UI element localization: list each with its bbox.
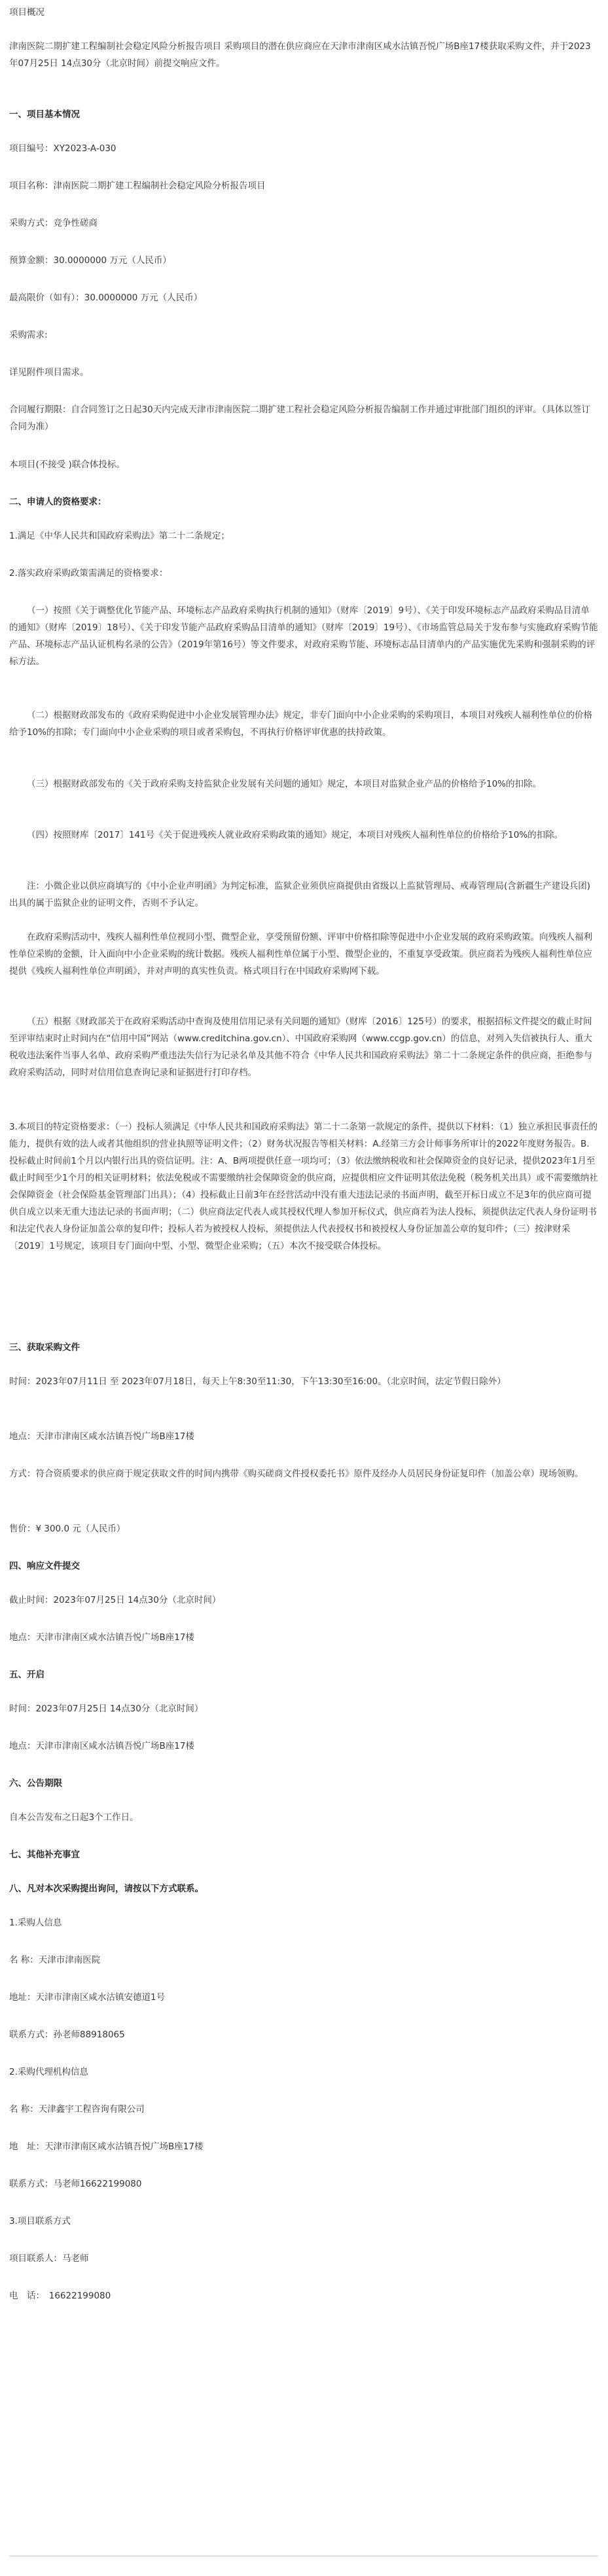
submission-place: 地点：天津市津南区咸水沽镇吾悦广场B座17楼 bbox=[9, 1632, 194, 1643]
opening-time: 时间：2023年07月25日 14点30分（北京时间） bbox=[9, 1704, 204, 1714]
section-4-title: 四、响应文件提交 bbox=[9, 1561, 80, 1571]
contract-period: 合同履行期限：自合同签订之日起30天内完成天津市津南医院二期扩建工程社会稳定风险分析报告编制工作并通过审批部门组织的评审。（具体以签订合同为准） bbox=[9, 404, 590, 432]
policy-paragraph-1: （一）按照《关于调整优化节能产品、环境标志产品政府采购执行机制的通知》（财库〔2019〕9号）、《关于印发环境标志产品政府采购品目清单的通知》（财库〔2019〕18号）、《关于印发节能产品政府采购品目清单的通知》（财库〔2019〕19号）、《市场监管总局关于发布参与实施政府采购节能产品、环境标志产品认证机构名录的公告》（2019年第16号）等文件要求，对政府采购节能、环境标志品目清单内的产品实施优先采购和强制采购的评标方法。 bbox=[9, 605, 598, 667]
purchaser-address: 地址：天津市津南区咸水沽镇安德道1号 bbox=[9, 1992, 166, 2003]
agency-contact: 联系方式：马老师16622199080 bbox=[9, 2179, 142, 2189]
notice-period: 自本公告发布之日起3个工作日。 bbox=[9, 1812, 139, 1823]
section-2-title: 二、申请人的资格要求： bbox=[9, 497, 107, 507]
project-number: 项目编号：XY2023-A-030 bbox=[9, 143, 116, 154]
requirement-3: 3.本项目的特定资格要求：（一）投标人须满足《中华人民共和国政府采购法》第二十二条第一款规定的条件，提供以下材料：（1）独立承担民事责任的能力，提供有效的法人或者其他组织的营业执照等证明文件；（2）财务状况报告等相关材料：A.经第三方会计师事务所审计的2022年度财务报告。B.投标截止时间前1个月以内银行出具的资信证明。注：A、B两项提供任意一项均可；（3）依法缴纳税收和社会保障资金的良好记录，提供2023年1月至截止时间至少1个月的相关证明材料；依法免税或不需要缴纳社会保障资金的供应商，应提供相应文件证明其依法免税（税务机关出具）或不需要缴纳社会保障资金（社会保险基金管理部门出具）；（4）投标截止日前3年在经营活动中没有重大违法记录的书面声明，截至开标日成立不足3年的供应商可提供自成立以来无重大违法记录的书面声明；（二）供应商法定代表人或其授权代理人参加开标仪式，供应商若为法人投标，须提供法定代表人身份证明书和法定代表人身份证加盖公章的复印件；投标人若为被授权人投标，须提供法人代表授权书和被授权人身份证加盖公章的复印件；（三）按津财采〔2019〕1号规定，该项目专门面向中型、小型、微型企业采购；（五）本次不接受联合体投标。 bbox=[9, 1122, 598, 1251]
policy-sme-paragraph: 在政府采购活动中，残疾人福利性单位视同小型、微型企业，享受预留份额、评审中价格扣除等促进中小企业发展的政府采购政策。向残疾人福利性单位采购的金额，计入面向中小企业采购的统计数据。残疾人福利性单位属于小型、微型企业的，不重复享受政策。供应商若为残疾人福利性单位应提供《残疾人福利性单位声明函》，并对声明的真实性负责。格式项目行在中国政府采购网下载。 bbox=[9, 932, 592, 976]
opening-place: 地点：天津市津南区咸水沽镇吾悦广场B座17楼 bbox=[9, 1741, 194, 1751]
section-5-title: 五、开启 bbox=[9, 1670, 45, 1680]
policy-note: 注：小微企业以供应商填写的《中小企业声明函》为判定标准，监狱企业须供应商提供由省级以上监狱管理局、戒毒管理局(含新疆生产建设兵团)出具的属于监狱企业的证明文件，否则不予认定。 bbox=[9, 881, 591, 908]
policy-paragraph-4: （四）按照财库〔2017〕141号《关于促进残疾人就业政府采购政策的通知》规定，本项目对残疾人福利性单位的价格给予10%的扣除。 bbox=[27, 830, 563, 840]
obtain-place: 地点：天津市津南区咸水沽镇吾悦广场B座17楼 bbox=[9, 1431, 194, 1442]
project-contact-person: 项目联系人：马老师 bbox=[9, 2253, 89, 2264]
obtain-time: 时间：2023年07月11日 至 2023年07月18日，每天上午8:30至11:30，下午13:30至16:00。（北京时间，法定节假日除外） bbox=[9, 1376, 506, 1387]
submission-deadline: 截止时间：2023年07月25日 14点30分（北京时间） bbox=[9, 1595, 221, 1605]
consortium-note: 本项目(不接受 )联合体投标。 bbox=[9, 459, 125, 470]
document-price: 售价：¥ 300.0 元（人民币） bbox=[9, 1524, 126, 1534]
section-1-title: 一、项目基本情况 bbox=[9, 109, 80, 120]
agency-info-title: 2.采购代理机构信息 bbox=[9, 2067, 88, 2077]
policy-paragraph-2: （二）根据财政部发布的《政府采购促进中小企业发展管理办法》规定，非专门面向中小企业采购的采购项目，本项目对残疾人福利性单位的价格给予10%的扣除；专门面向中小企业采购的项目或者采购包，不再执行价格评审优惠的扶持政策。 bbox=[9, 710, 592, 738]
section-3-title: 三、获取采购文件 bbox=[9, 1342, 80, 1353]
purchaser-contact: 联系方式：孙老师88918065 bbox=[9, 2030, 125, 2040]
project-contact-phone: 电 话： 16622199080 bbox=[9, 2291, 111, 2301]
overview-title: 项目概况 bbox=[9, 7, 45, 18]
requirements-text: 详见附件项目需求。 bbox=[9, 367, 89, 378]
bottom-divider bbox=[9, 2555, 598, 2557]
budget-amount: 预算金额：30.0000000 万元（人民币） bbox=[9, 255, 171, 266]
purchaser-info-title: 1.采购人信息 bbox=[9, 1918, 62, 1928]
overview-text: 津南医院二期扩建工程编制社会稳定风险分析报告项目 采购项目的潜在供应商应在天津市津南区咸水沽镇吾悦广场B座17楼获取采购文件，并于2023年07月25日 14点30分（北京时间）前提交响应文件。 bbox=[9, 41, 591, 69]
purchaser-name: 名 称：天津市津南医院 bbox=[9, 1955, 101, 1965]
requirement-2: 2.落实政府采购政策需满足的资格要求： bbox=[9, 568, 168, 579]
obtain-method: 方式：符合资质要求的供应商于规定获取文件的时间内携带《购买磋商文件授权委托书》原件及经办人员居民身份证复印件（加盖公章）现场领购。 bbox=[9, 1469, 584, 1479]
project-contact-title: 3.项目联系方式 bbox=[9, 2216, 71, 2227]
procurement-method: 采购方式：竞争性磋商 bbox=[9, 218, 98, 228]
agency-name: 名 称：天津鑫宇工程咨询有限公司 bbox=[9, 2104, 145, 2115]
policy-paragraph-3: （三）根据财政部发布的《关于政府采购支持监狱企业发展有关问题的通知》规定，本项目对监狱企业产品的价格给予10%的扣除。 bbox=[27, 779, 542, 789]
policy-paragraph-5: （五）根据《财政部关于在政府采购活动中查询及使用信用记录有关问题的通知》（财库〔2016〕125号）的要求，根据招标文件提交的截止时间至评审结束时止时间内在“信用中国”网站（www.creditchina.gov.cn）、中国政府采购网（www.ccgp.gov.cn）的信息，对列入失信被执行人、重大税收违法案件当事人名单、政府采购严重违法失信行为记录名单及其他不符合《中华人民共和国政府采购法》第二十二条规定条件的供应商，拒绝参与政府采购活动，同时对信用信息查询记录和证据进行打印存档。 bbox=[9, 1016, 592, 1078]
requirement-1: 1.满足《中华人民共和国政府采购法》第二十二条规定； bbox=[9, 531, 230, 541]
section-7-title: 七、其他补充事宜 bbox=[9, 1850, 80, 1860]
requirements-label: 采购需求: bbox=[9, 330, 48, 340]
project-name: 项目名称：津南医院二期扩建工程编制社会稳定风险分析报告项目 bbox=[9, 181, 266, 191]
section-6-title: 六、公告期限 bbox=[9, 1778, 62, 1789]
section-8-title: 八、凡对本次采购提出询问，请按以下方式联系。 bbox=[9, 1884, 204, 1894]
agency-address: 地 址：天津市津南区咸水沽镇吾悦广场B座17楼 bbox=[9, 2141, 204, 2152]
max-price: 最高限价（如有）：30.0000000 万元（人民币） bbox=[9, 293, 203, 303]
